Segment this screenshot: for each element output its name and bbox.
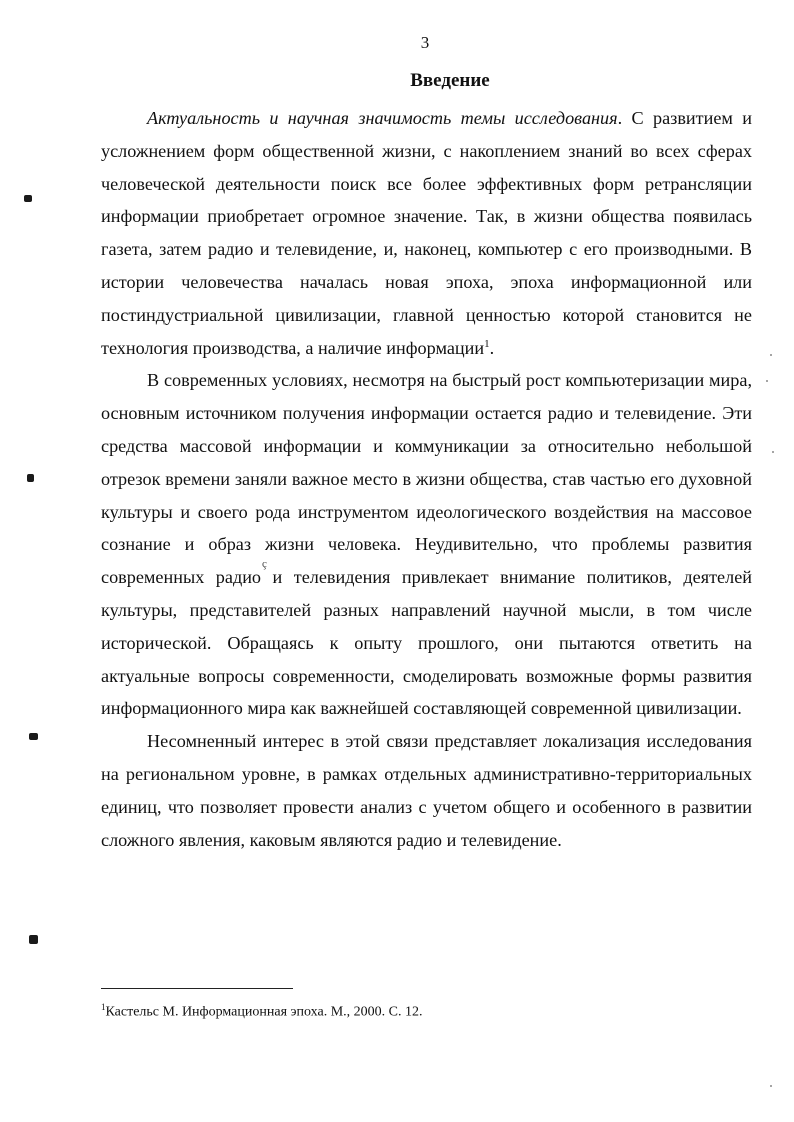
paragraph-text: . С развитием и усложнением форм общественной жизни, с накоплением знаний во всех сферах человеческой деятельности поиск все более эффективных форм ретрансляции информации приобретает огромное значение. Так, в жизни общества появилась газета, затем радио и телевидение, и, наконец, компьютер с его производными. В истории человечества началась новая эпоха, эпоха информационной или постиндустриальной цивилизации, главной ценностью которой становится не технология производства, а наличие информации xyxy=(101,108,752,358)
binding-hole-mark xyxy=(27,474,34,482)
binding-hole-mark xyxy=(29,733,38,740)
sentence-end: . xyxy=(489,337,495,358)
section-heading: Введение xyxy=(410,70,490,91)
binding-hole-mark xyxy=(24,195,32,202)
scan-speckle xyxy=(772,451,774,453)
paragraph-regional-interest: Несомненный интерес в этой связи представляет локализация исследования на региональном уровне, в рамках отдельных административно-территориальных единиц, что позволяет провести анализ с учетом общего и особенного в развитии сложного явления, каковым являются радио и телевидение. xyxy=(101,731,752,850)
scan-speckle xyxy=(766,380,768,382)
scan-speckle xyxy=(770,1085,772,1087)
scan-speckle xyxy=(770,354,772,356)
binding-hole-mark xyxy=(29,935,38,944)
page-number: 3 xyxy=(420,33,430,52)
footnote xyxy=(101,998,422,1022)
body-text xyxy=(101,102,752,856)
paragraph-relevance xyxy=(101,102,752,364)
scan-speckle: ç xyxy=(262,558,267,570)
italic-lead-phrase: Актуальность и научная значимость темы исследования xyxy=(147,108,618,128)
footnote-number: 1 xyxy=(101,1002,106,1012)
footnote-text: Кастельс М. Информационная эпоха. М., 2000. С. 12. xyxy=(105,1004,423,1020)
footnote-divider xyxy=(101,988,293,989)
footnote-reference: 1 xyxy=(484,337,490,350)
paragraph-modern-conditions: В современных условиях, несмотря на быстрый рост компьютеризации мира, основным источником получения информации остается радио и телевидение. Эти средства массовой информации и коммуникации за относительно небольшой отрезок времени заняли важное место в жизни общества, став частью его духовной культуры и своего рода инструментом идеологического воздействия на массовое сознание и образ жизни человека. Неудивительно, что проблемы развития современных радио и телевидения привлекает внимание политиков, деятелей культуры, представителей разных направлений научной мысли, в том числе исторической. Обращаясь к опыту прошлого, они пытаются ответить на актуальные вопросы современности, смоделировать возможные формы развития информационного мира как важнейшей составляющей современной цивилизации. xyxy=(101,370,752,719)
